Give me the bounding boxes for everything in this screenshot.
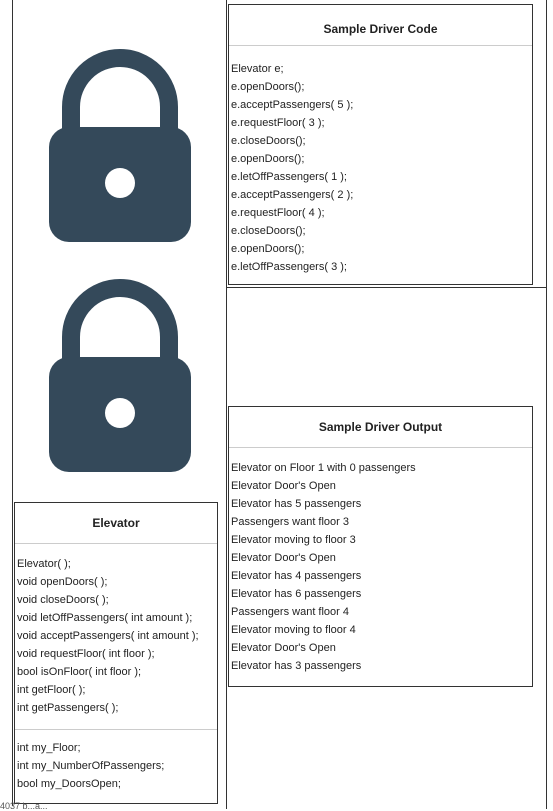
output-line: Elevator has 6 passengers [231, 588, 362, 600]
output-line: Elevator moving to floor 3 [231, 534, 356, 546]
code-line: e.acceptPassengers( 5 ); [231, 99, 354, 111]
output-line: Passengers want floor 3 [231, 516, 350, 528]
lock-icon [49, 37, 191, 242]
method-line: void closeDoors( ); [17, 594, 109, 606]
class-methods [17, 555, 199, 717]
method-line: void letOffPassengers( int amount ); [17, 612, 193, 624]
code-line: e.letOffPassengers( 1 ); [231, 171, 347, 183]
code-line: e.requestFloor( 4 ); [231, 207, 325, 219]
output-line: Elevator has 5 passengers [231, 498, 362, 510]
code-line: e.openDoors(); [231, 243, 305, 255]
code-line: e.openDoors(); [231, 81, 305, 93]
code-line: Elevator e; [231, 63, 284, 75]
field-line: int my_NumberOfPassengers; [17, 760, 165, 772]
code-line: e.openDoors(); [231, 153, 305, 165]
code-box-separator [229, 45, 532, 46]
code-line: e.requestFloor( 3 ); [231, 117, 325, 129]
output-line: Elevator Door's Open [231, 642, 336, 654]
sample-driver-output-box [228, 406, 533, 687]
method-line: int getFloor( ); [17, 684, 86, 696]
code-line: e.letOffPassengers( 3 ); [231, 261, 347, 273]
output-line: Elevator Door's Open [231, 480, 336, 492]
field-line: int my_Floor; [17, 742, 81, 754]
class-fields [17, 739, 164, 793]
code-box-title: Sample Driver Code [323, 22, 438, 36]
class-box-title: Elevator [92, 516, 140, 530]
method-line: void requestFloor( int floor ); [17, 648, 155, 660]
output-line: Elevator on Floor 1 with 0 passengers [231, 462, 416, 474]
code-line: e.closeDoors(); [231, 135, 306, 147]
frame-horizontal-divider [226, 287, 546, 288]
lock-icon [49, 267, 191, 472]
output-line: Elevator has 3 passengers [231, 660, 362, 672]
code-line: e.closeDoors(); [231, 225, 306, 237]
method-line: void openDoors( ); [17, 576, 108, 588]
frame-right-border [546, 0, 547, 809]
method-line: int getPassengers( ); [17, 702, 119, 714]
output-box-title: Sample Driver Output [318, 420, 443, 434]
output-line: Elevator Door's Open [231, 552, 336, 564]
output-line: Passengers want floor 4 [231, 606, 350, 618]
frame-center-divider [226, 0, 227, 809]
output-line: Elevator moving to floor 4 [231, 624, 356, 636]
output-box-separator [229, 447, 532, 448]
sample-driver-code-box [228, 4, 533, 285]
output-line: Elevator has 4 passengers [231, 570, 362, 582]
elevator-class-box [14, 502, 218, 804]
method-line: Elevator( ); [17, 558, 71, 570]
footer-caption: 4037 b...a... [0, 801, 48, 811]
output-lines [231, 459, 416, 675]
code-lines [231, 60, 353, 276]
code-line: e.acceptPassengers( 2 ); [231, 189, 354, 201]
class-box-fields-separator [15, 729, 217, 730]
frame-left-border [12, 0, 13, 806]
class-box-title-separator [15, 543, 217, 544]
method-line: void acceptPassengers( int amount ); [17, 630, 199, 642]
method-line: bool isOnFloor( int floor ); [17, 666, 142, 678]
field-line: bool my_DoorsOpen; [17, 778, 121, 790]
